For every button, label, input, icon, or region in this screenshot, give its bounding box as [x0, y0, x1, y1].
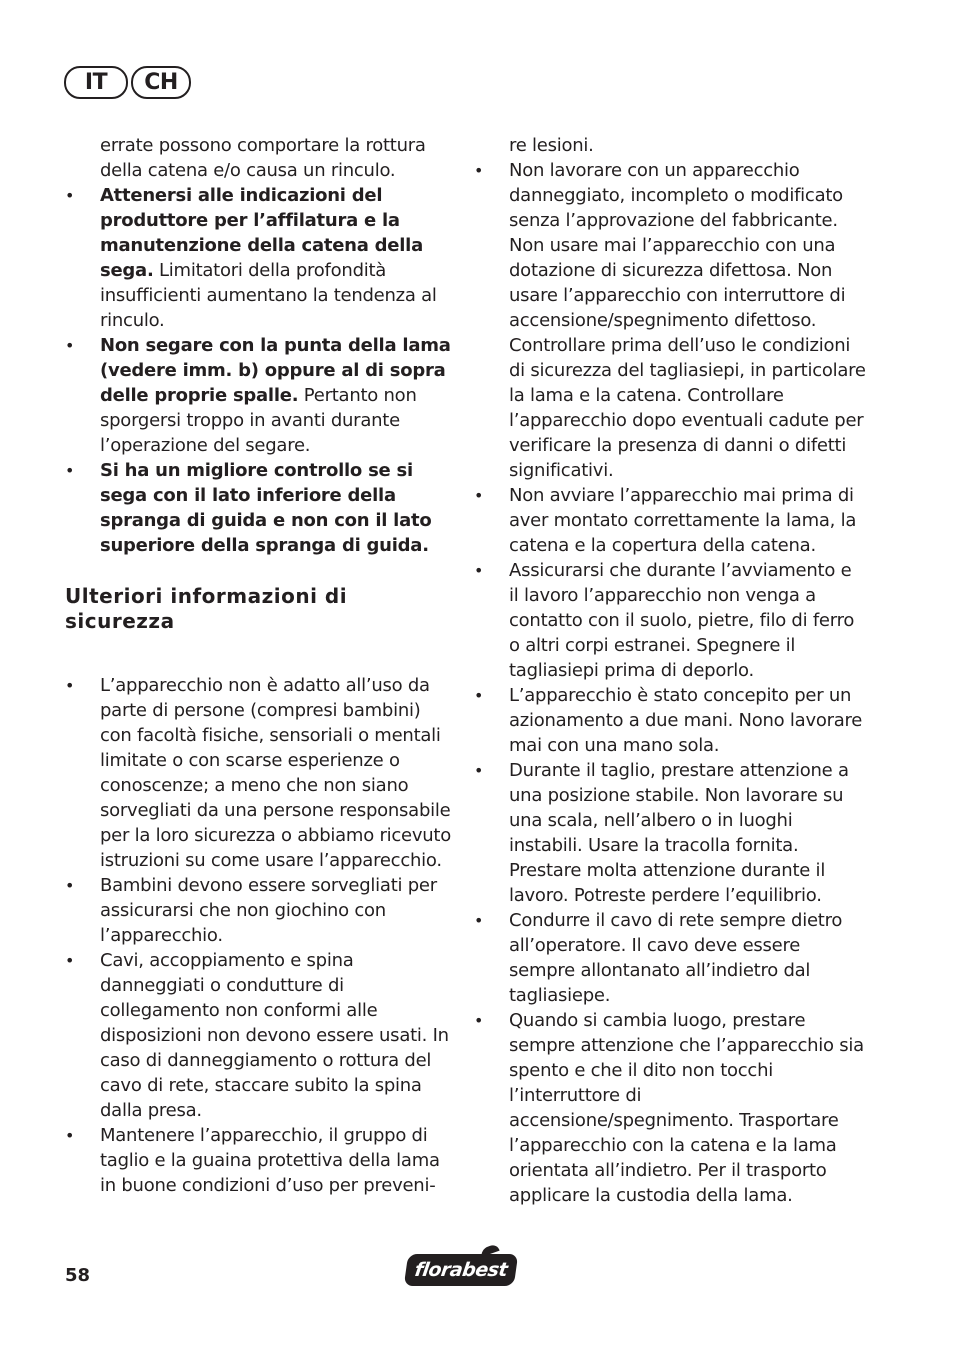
section-heading: Ulteriori informazioni di sicurezza — [65, 584, 348, 633]
bold-lead: Non segare con la punta della lama (vedere imm. b) oppure al di sopra delle proprie spalle. — [100, 335, 451, 406]
list-item: • Condurre il cavo di rete sempre dietro all’operatore. Il cavo deve essere sempre allontanato all’indietro dal tagliasiepe. — [474, 908, 866, 1008]
continuation-text: errate possono comportare la rottura della catena e/o causa un rinculo. — [100, 135, 426, 181]
item-text: Pertanto non sporgersi troppo in avanti durante l’operazione del segare. — [100, 385, 417, 456]
list-item: • Bambini devono essere sorvegliati per assicurarsi che non giochino con l’apparecchio. — [65, 873, 455, 948]
list-item — [65, 458, 455, 558]
bold-lead: Attenersi alle indicazioni del produttore per l’affilatura e la manutenzione della catena della sega. — [100, 185, 423, 281]
language-badge-it: IT — [64, 66, 128, 99]
item-text: Limitatori della profondità insufficienti aumentano la tendenza al rinculo. — [100, 260, 437, 331]
language-badge-ch: CH — [131, 66, 191, 99]
list-item: • Non avviare l’apparecchio mai prima di aver montato correttamente la lama, la catena e la copertura della catena. — [474, 483, 866, 558]
florabest-logo — [404, 1254, 518, 1286]
continuation-text: re lesioni. — [509, 135, 594, 156]
list-item: • Durante il taglio, prestare attenzione a una posizione stabile. Non lavorare su una scala, nell’albero o in luoghi instabili. Usare la tracolla fornita. Prestare molta attenzione durante il lavoro. Potreste perdere l’equilibrio. — [474, 758, 866, 908]
list-item — [65, 183, 455, 333]
list-item: • Mantenere l’apparecchio, il gruppo di taglio e la guaina protettiva della lama in buone condizioni d’uso per preveni- — [65, 1123, 455, 1198]
list-item: • Assicurarsi che durante l’avviamento e il lavoro l’apparecchio non venga a contatto con il suolo, pietre, filo di ferro o altri corpi estranei. Spegnere il tagliasiepi prima di deporlo. — [474, 558, 866, 683]
left-column — [65, 133, 455, 1198]
list-item: • Quando si cambia luogo, prestare sempre attenzione che l’apparecchio sia spento e che il dito non tocchi l’interruttore di accensione/spegnimento. Trasportare l’apparecchio con la catena e la lama orientata all’indietro. Per il trasporto applicare la custodia della lama. — [474, 1008, 866, 1208]
list-item: • L’apparecchio è stato concepito per un azionamento a due mani. Nono lavorare mai con una mano sola. — [474, 683, 866, 758]
list-item — [65, 333, 455, 458]
bold-lead: Si ha un migliore controllo se si sega con il lato inferiore della spranga di guida e non con il lato superiore della spranga di guida. — [100, 460, 432, 556]
language-badges — [64, 66, 191, 99]
page-number: 58 — [65, 1265, 91, 1286]
list-item: • Non lavorare con un apparecchio danneggiato, incompleto o modificato senza l’approvazione del fabbricante. Non usare mai l’apparecchio con una dotazione di sicurezza difettosa. Non usare l’apparecchio con interruttore di accensione/spegnimento difettoso. Controllare prima dell’uso le condizioni di sicurezza del tagliasiepi, in particolare la lama e la catena. Controllare l’apparecchio dopo eventuali cadute per verificare la presenza di danni o difetti significativi. — [474, 158, 866, 483]
list-item: • Cavi, accoppiamento e spina danneggiati o condutture di collegamento non conformi alle disposizioni non devono essere usati. In caso di danneggiamento o rottura del cavo di rete, staccare subito la spina dalla presa. — [65, 948, 455, 1123]
right-column — [474, 133, 866, 1208]
list-item: • L’apparecchio non è adatto all’uso da parte di persone (compresi bambini) con facoltà fisiche, sensoriali o mentali limitate o con scarse esperienze o conoscenze; a meno che non siano sorvegliati da una persone responsabile per la loro sicurezza o abbiamo ricevuto istruzioni su come usare l’apparecchio. — [65, 673, 455, 873]
logo-text: florabest — [413, 1259, 509, 1281]
